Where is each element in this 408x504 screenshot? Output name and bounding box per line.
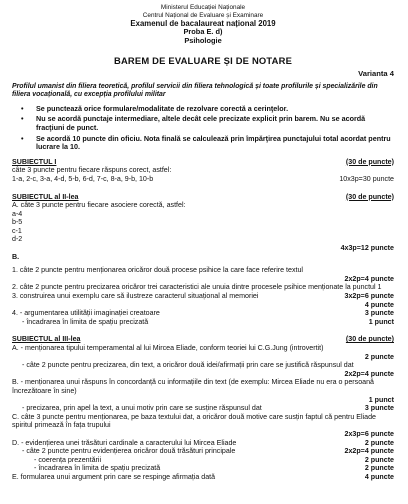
section-2b-row-4b: [12, 318, 394, 327]
answer-item: a-4: [12, 209, 23, 218]
test-label: Proba E. d): [183, 27, 223, 37]
section-3a-score-1: 2 puncte: [364, 352, 394, 361]
section-2-points: (30 de puncte): [345, 192, 394, 201]
section-3a-item-1: A. - menționarea tipului temperamental al lui Mircea Eliade, conform teoriei lui C.G.Jung (introvertit): [12, 344, 324, 352]
section-2b-row-4: [12, 309, 394, 318]
section-1-answers-row: [12, 175, 394, 184]
bullet-icon: •: [21, 133, 24, 143]
section-2b-row-3: [12, 292, 394, 301]
section-1-points: (30 de puncte): [345, 157, 394, 166]
section-2b-score-4: 3 puncte: [364, 309, 394, 318]
section-3c-item-1: C. câte 3 puncte pentru menționarea, pe baza textului dat, a oricăror două motive care susțin faptul că pentru Eliade spiritul primează în fața trupului: [12, 412, 376, 430]
section-2a-score: 4x3p=12 puncte: [340, 244, 394, 253]
section-3d-item-4: - încadrarea în limita de spațiu precizată: [34, 464, 161, 473]
section-2b-score-4b: 1 punct: [368, 317, 394, 326]
section-3b-item-1: B. - menționarea unui răspuns în concordanță cu informațiile din text (de exemplu: Mircea Eliade nu era o persoană încrezătoare în sine): [12, 378, 374, 395]
section-2b-item-2: 2. câte 2 puncte pentru precizarea oricăror trei caracteristici ale unuia dintre procesele psihice menționate la punctul 1: [12, 283, 382, 292]
section-2b-item-3: 3. construirea unui exemplu care să ilustreze caracterul situațional al memoriei: [12, 292, 259, 301]
section-3-title: SUBIECTUL al III-lea: [12, 335, 81, 344]
section-1-intro: câte 3 puncte pentru fiecare răspuns corect, astfel:: [12, 166, 172, 175]
section-3a-score-2: 2x2p=4 puncte: [344, 369, 394, 378]
section-3d-score-1: 2 puncte: [364, 438, 394, 447]
section-2b-score-1: 2x2p=4 puncte: [344, 274, 394, 283]
profile-note: Profilul umanist din filiera teoretică, profilul servicii din filiera tehnologică și toate profilurile și specializările din filiera vocațională, cu excepția profilului militar: [12, 82, 378, 98]
section-3-header: [12, 335, 394, 344]
rule-item: • Se acordă 10 puncte din oficiu. Nota finală se calculează prin împărţirea punctajului total acordat pentru lucrare la 10.: [21, 133, 391, 152]
section-1-header: [12, 158, 394, 167]
section-3e-item-1: E. formularea unui argument prin care se respinge afirmația dată: [12, 472, 216, 481]
section-2b-item-4: 4. - argumentarea utilității imaginației creatoare: [12, 309, 160, 318]
section-2b-score-2: 3x2p=6 puncte: [344, 292, 394, 301]
section-3d-row-2: [12, 447, 394, 456]
center-header: Centrul Național de Evaluare și Examinare: [142, 11, 264, 19]
rule-item: • Se punctează orice formulare/modalitate de rezolvare corectă a cerinţelor.: [21, 103, 289, 113]
section-3b-item-2: - precizarea, prin apel la text, a unui motiv prin care se susține răspunsul dat: [22, 404, 262, 413]
section-3e-score-1: 4 puncte: [364, 472, 394, 481]
section-3d-row-3: [12, 456, 394, 465]
section-3d-row-1: [12, 439, 394, 448]
section-3d-item-1: D. - evidențierea unei trăsături cardinale a caracterului lui Mircea Eliade: [12, 438, 237, 447]
section-2b-item-1: 1. câte 2 puncte pentru menționarea oricăror două procese psihice la care face referire textul: [12, 266, 304, 275]
section-3a-item-2: - câte 2 puncte pentru precizarea, din text, a oricăror două idei/afirmații prin care se justifică răspunsul dat: [22, 361, 354, 370]
barem-title: BAREM DE EVALUARE ȘI DE NOTARE: [113, 55, 293, 67]
section-3b-score-1: 1 punct: [368, 395, 394, 404]
section-3b-row-2: [12, 404, 394, 413]
section-2-header: [12, 193, 394, 202]
section-1-score: 10x3p=30 puncte: [339, 174, 394, 183]
variant-label: Varianta 4: [358, 68, 394, 78]
section-1-title: SUBIECTUL I: [12, 157, 57, 166]
exam-title: Examenul de bacalaureat național 2019: [130, 19, 276, 29]
rule-item: • Nu se acordă punctaje intermediare, altele decât cele precizate explicit prin barem. Nu se acordă fracţiuni de punct.: [21, 114, 366, 132]
section-2b-label: B.: [12, 252, 20, 261]
answer-item: b-5: [12, 218, 23, 227]
section-3c-score-1: 2x3p=6 puncte: [344, 429, 394, 438]
section-3d-score-3: 2 puncte: [364, 455, 394, 464]
subject-label: Psihologie: [184, 35, 222, 45]
section-3d-score-4: 2 puncte: [364, 464, 394, 473]
section-3d-item-2: - câte 2 puncte pentru evidențierea oricăror două trăsături principale: [22, 447, 236, 456]
section-3d-row-4: [12, 464, 394, 473]
section-2-title: SUBIECTUL al II-lea: [12, 192, 79, 201]
section-2b-score-3: 4 puncte: [364, 300, 394, 309]
section-3d-score-2: 2x2p=4 puncte: [344, 447, 394, 456]
section-2b-item-4b: - încadrarea în limita de spațiu precizată: [22, 317, 149, 326]
section-1-answers: 1-a, 2-c, 3-a, 4-d, 5-b, 6-d, 7-c, 8-a, 9-b, 10-b: [12, 174, 154, 183]
bullet-icon: •: [21, 103, 24, 113]
section-3d-item-3: - coerența prezentării: [34, 455, 102, 464]
section-3e-row-1: [12, 473, 394, 482]
section-2a-intro: A. câte 3 puncte pentru fiecare asociere corectă, astfel:: [12, 201, 186, 210]
ministry-header: Ministerul Educației Naționale: [160, 4, 246, 11]
answer-item: c-1: [12, 226, 22, 235]
rules-list: [12, 105, 394, 152]
section-3b-score-2: 3 puncte: [364, 404, 394, 413]
answer-item: d-2: [12, 235, 23, 244]
bullet-icon: •: [21, 114, 24, 124]
section-3-points: (30 de puncte): [345, 335, 394, 344]
